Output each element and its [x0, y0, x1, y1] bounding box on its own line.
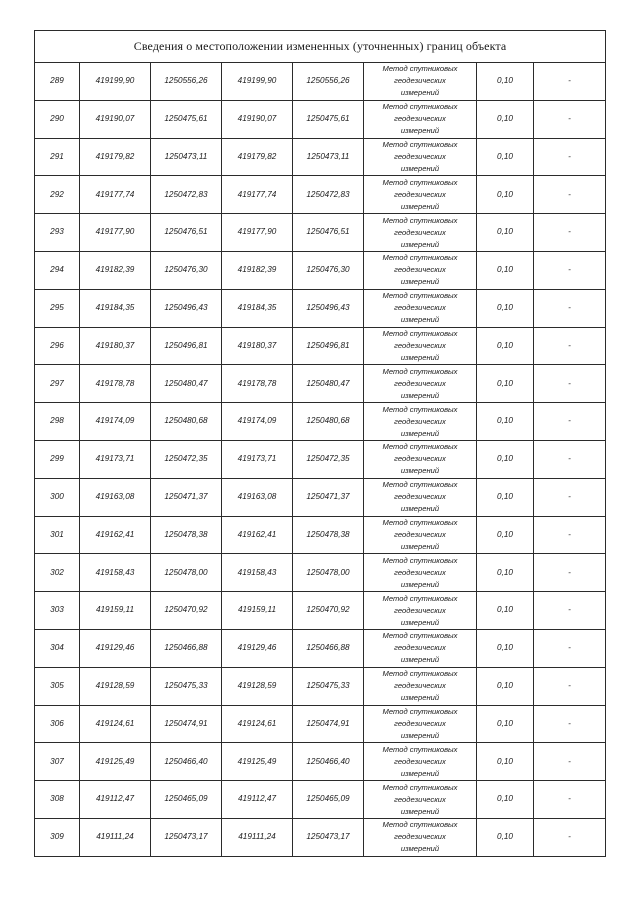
point-number-cell: 308 [35, 781, 80, 819]
method-cell [364, 516, 477, 554]
method-line: Метод спутниковых [382, 139, 458, 149]
method-cell [364, 63, 477, 101]
table-row [35, 629, 606, 667]
refined-x-cell: 419180,37 [222, 327, 293, 365]
method-line: измерений [400, 504, 440, 514]
existing-x-cell: 419177,90 [80, 214, 151, 252]
method-line: Метод спутниковых [382, 215, 458, 225]
note-cell: - [534, 516, 606, 554]
method-line: измерений [400, 844, 440, 854]
table-row [35, 138, 606, 176]
table-title-row [35, 31, 606, 63]
point-number-cell: 307 [35, 743, 80, 781]
table-row [35, 63, 606, 101]
refined-x-cell: 419199,90 [222, 63, 293, 101]
method-line: геодезических [394, 265, 446, 275]
refined-x-cell: 419129,46 [222, 629, 293, 667]
method-line: Метод спутниковых [382, 820, 458, 830]
method-line: Метод спутниковых [382, 782, 458, 792]
existing-y-cell: 1250473,11 [151, 138, 222, 176]
note-cell: - [534, 781, 606, 819]
method-line: измерений [400, 88, 440, 98]
accuracy-cell: 0,10 [477, 327, 534, 365]
refined-y-cell: 1250472,35 [293, 440, 364, 478]
method-cell [364, 214, 477, 252]
refined-y-cell: 1250472,83 [293, 176, 364, 214]
refined-y-cell: 1250496,81 [293, 327, 364, 365]
point-number-cell: 305 [35, 667, 80, 705]
refined-x-cell: 419174,09 [222, 403, 293, 441]
accuracy-cell: 0,10 [477, 592, 534, 630]
method-line: измерений [400, 693, 440, 703]
method-line: Метод спутниковых [382, 366, 458, 376]
existing-y-cell: 1250478,38 [151, 516, 222, 554]
method-line: измерений [400, 277, 440, 287]
method-line: Метод спутниковых [382, 102, 458, 112]
method-line: геодезических [394, 794, 446, 804]
existing-y-cell: 1250466,40 [151, 743, 222, 781]
existing-x-cell: 419163,08 [80, 478, 151, 516]
existing-y-cell: 1250556,26 [151, 63, 222, 101]
refined-y-cell: 1250475,33 [293, 667, 364, 705]
existing-y-cell: 1250475,33 [151, 667, 222, 705]
note-cell: - [534, 743, 606, 781]
method-line: геодезических [394, 454, 446, 464]
note-cell: - [534, 289, 606, 327]
point-number-cell: 298 [35, 403, 80, 441]
table-row [35, 176, 606, 214]
existing-x-cell: 419178,78 [80, 365, 151, 403]
existing-y-cell: 1250476,30 [151, 251, 222, 289]
point-number-cell: 302 [35, 554, 80, 592]
method-line: измерений [400, 390, 440, 400]
method-cell [364, 100, 477, 138]
accuracy-cell: 0,10 [477, 705, 534, 743]
table-row [35, 214, 606, 252]
table-row [35, 440, 606, 478]
note-cell: - [534, 818, 606, 856]
point-number-cell: 293 [35, 214, 80, 252]
method-cell [364, 667, 477, 705]
table-row [35, 327, 606, 365]
method-line: геодезических [394, 76, 446, 86]
accuracy-cell: 0,10 [477, 629, 534, 667]
refined-y-cell: 1250556,26 [293, 63, 364, 101]
point-number-cell: 300 [35, 478, 80, 516]
table-row [35, 667, 606, 705]
method-line: геодезических [394, 718, 446, 728]
existing-y-cell: 1250480,68 [151, 403, 222, 441]
method-line: Метод спутниковых [382, 669, 458, 679]
existing-y-cell: 1250496,81 [151, 327, 222, 365]
method-line: Метод спутниковых [382, 64, 458, 74]
accuracy-cell: 0,10 [477, 667, 534, 705]
point-number-cell: 309 [35, 818, 80, 856]
refined-y-cell: 1250471,37 [293, 478, 364, 516]
accuracy-cell: 0,10 [477, 251, 534, 289]
method-line: геодезических [394, 605, 446, 615]
refined-y-cell: 1250466,40 [293, 743, 364, 781]
method-line: измерений [400, 163, 440, 173]
method-cell [364, 403, 477, 441]
table-row [35, 403, 606, 441]
existing-x-cell: 419125,49 [80, 743, 151, 781]
accuracy-cell: 0,10 [477, 403, 534, 441]
method-line: измерений [400, 730, 440, 740]
note-cell: - [534, 327, 606, 365]
existing-y-cell: 1250465,09 [151, 781, 222, 819]
existing-x-cell: 419173,71 [80, 440, 151, 478]
method-line: Метод спутниковых [382, 177, 458, 187]
method-cell [364, 327, 477, 365]
note-cell: - [534, 251, 606, 289]
point-number-cell: 294 [35, 251, 80, 289]
refined-y-cell: 1250466,88 [293, 629, 364, 667]
method-line: измерений [400, 617, 440, 627]
point-number-cell: 292 [35, 176, 80, 214]
method-line: измерений [400, 201, 440, 211]
method-cell [364, 138, 477, 176]
refined-x-cell: 419182,39 [222, 251, 293, 289]
existing-x-cell: 419128,59 [80, 667, 151, 705]
method-line: измерений [400, 768, 440, 778]
existing-x-cell: 419179,82 [80, 138, 151, 176]
accuracy-cell: 0,10 [477, 478, 534, 516]
method-cell [364, 478, 477, 516]
refined-x-cell: 419128,59 [222, 667, 293, 705]
accuracy-cell: 0,10 [477, 100, 534, 138]
existing-y-cell: 1250472,35 [151, 440, 222, 478]
point-number-cell: 290 [35, 100, 80, 138]
refined-y-cell: 1250474,91 [293, 705, 364, 743]
method-line: измерений [400, 466, 440, 476]
method-cell [364, 176, 477, 214]
method-line: измерений [400, 806, 440, 816]
existing-x-cell: 419182,39 [80, 251, 151, 289]
table-row [35, 781, 606, 819]
point-number-cell: 301 [35, 516, 80, 554]
accuracy-cell: 0,10 [477, 214, 534, 252]
refined-y-cell: 1250476,51 [293, 214, 364, 252]
refined-y-cell: 1250473,11 [293, 138, 364, 176]
refined-x-cell: 419162,41 [222, 516, 293, 554]
refined-x-cell: 419179,82 [222, 138, 293, 176]
refined-y-cell: 1250480,47 [293, 365, 364, 403]
accuracy-cell: 0,10 [477, 554, 534, 592]
refined-x-cell: 419173,71 [222, 440, 293, 478]
table-row [35, 592, 606, 630]
method-line: измерений [400, 239, 440, 249]
refined-x-cell: 419177,90 [222, 214, 293, 252]
existing-x-cell: 419199,90 [80, 63, 151, 101]
table-row [35, 818, 606, 856]
note-cell: - [534, 554, 606, 592]
accuracy-cell: 0,10 [477, 743, 534, 781]
method-line: Метод спутниковых [382, 517, 458, 527]
note-cell: - [534, 705, 606, 743]
table-row [35, 289, 606, 327]
existing-x-cell: 419129,46 [80, 629, 151, 667]
existing-y-cell: 1250480,47 [151, 365, 222, 403]
refined-x-cell: 419112,47 [222, 781, 293, 819]
method-line: измерений [400, 428, 440, 438]
method-line: Метод спутниковых [382, 404, 458, 414]
existing-x-cell: 419177,74 [80, 176, 151, 214]
point-number-cell: 296 [35, 327, 80, 365]
refined-x-cell: 419177,74 [222, 176, 293, 214]
existing-x-cell: 419158,43 [80, 554, 151, 592]
method-line: геодезических [394, 227, 446, 237]
existing-y-cell: 1250496,43 [151, 289, 222, 327]
refined-x-cell: 419124,61 [222, 705, 293, 743]
method-line: измерений [400, 352, 440, 362]
method-line: геодезических [394, 378, 446, 388]
refined-x-cell: 419178,78 [222, 365, 293, 403]
method-line: Метод спутниковых [382, 253, 458, 263]
method-line: геодезических [394, 114, 446, 124]
method-cell [364, 818, 477, 856]
note-cell: - [534, 403, 606, 441]
refined-y-cell: 1250496,43 [293, 289, 364, 327]
method-cell [364, 781, 477, 819]
existing-x-cell: 419180,37 [80, 327, 151, 365]
method-cell [364, 705, 477, 743]
method-cell [364, 365, 477, 403]
method-line: Метод спутниковых [382, 480, 458, 490]
method-cell [364, 440, 477, 478]
existing-y-cell: 1250473,17 [151, 818, 222, 856]
method-cell [364, 592, 477, 630]
existing-x-cell: 419111,24 [80, 818, 151, 856]
existing-y-cell: 1250472,83 [151, 176, 222, 214]
note-cell: - [534, 592, 606, 630]
accuracy-cell: 0,10 [477, 440, 534, 478]
refined-y-cell: 1250475,61 [293, 100, 364, 138]
point-number-cell: 303 [35, 592, 80, 630]
method-line: геодезических [394, 643, 446, 653]
accuracy-cell: 0,10 [477, 63, 534, 101]
method-line: геодезических [394, 832, 446, 842]
existing-y-cell: 1250476,51 [151, 214, 222, 252]
existing-y-cell: 1250466,88 [151, 629, 222, 667]
method-line: геодезических [394, 340, 446, 350]
accuracy-cell: 0,10 [477, 516, 534, 554]
accuracy-cell: 0,10 [477, 365, 534, 403]
method-line: Метод спутниковых [382, 328, 458, 338]
existing-x-cell: 419184,35 [80, 289, 151, 327]
table-row [35, 705, 606, 743]
refined-y-cell: 1250465,09 [293, 781, 364, 819]
note-cell: - [534, 440, 606, 478]
table-body [35, 31, 606, 857]
point-number-cell: 299 [35, 440, 80, 478]
point-number-cell: 291 [35, 138, 80, 176]
refined-y-cell: 1250476,30 [293, 251, 364, 289]
method-line: Метод спутниковых [382, 631, 458, 641]
method-line: геодезических [394, 416, 446, 426]
table-row [35, 100, 606, 138]
note-cell: - [534, 667, 606, 705]
accuracy-cell: 0,10 [477, 289, 534, 327]
note-cell: - [534, 63, 606, 101]
note-cell: - [534, 214, 606, 252]
refined-x-cell: 419158,43 [222, 554, 293, 592]
note-cell: - [534, 478, 606, 516]
refined-y-cell: 1250473,17 [293, 818, 364, 856]
refined-x-cell: 419111,24 [222, 818, 293, 856]
method-line: измерений [400, 541, 440, 551]
refined-x-cell: 419184,35 [222, 289, 293, 327]
accuracy-cell: 0,10 [477, 176, 534, 214]
existing-x-cell: 419190,07 [80, 100, 151, 138]
method-line: геодезических [394, 681, 446, 691]
method-line: геодезических [394, 756, 446, 766]
refined-y-cell: 1250480,68 [293, 403, 364, 441]
existing-y-cell: 1250478,00 [151, 554, 222, 592]
boundary-coordinates-table [34, 30, 606, 857]
existing-y-cell: 1250474,91 [151, 705, 222, 743]
note-cell: - [534, 176, 606, 214]
method-line: Метод спутниковых [382, 291, 458, 301]
note-cell: - [534, 365, 606, 403]
method-line: измерений [400, 579, 440, 589]
point-number-cell: 297 [35, 365, 80, 403]
existing-x-cell: 419159,11 [80, 592, 151, 630]
method-line: измерений [400, 315, 440, 325]
refined-x-cell: 419125,49 [222, 743, 293, 781]
refined-x-cell: 419159,11 [222, 592, 293, 630]
existing-x-cell: 419112,47 [80, 781, 151, 819]
accuracy-cell: 0,10 [477, 818, 534, 856]
method-line: геодезических [394, 151, 446, 161]
method-cell [364, 289, 477, 327]
refined-x-cell: 419163,08 [222, 478, 293, 516]
table-row [35, 743, 606, 781]
method-line: геодезических [394, 529, 446, 539]
method-line: Метод спутниковых [382, 555, 458, 565]
point-number-cell: 304 [35, 629, 80, 667]
table-row [35, 516, 606, 554]
refined-y-cell: 1250470,92 [293, 592, 364, 630]
refined-y-cell: 1250478,38 [293, 516, 364, 554]
note-cell: - [534, 138, 606, 176]
method-line: измерений [400, 655, 440, 665]
method-cell [364, 251, 477, 289]
method-cell [364, 554, 477, 592]
table-row [35, 251, 606, 289]
method-line: Метод спутниковых [382, 706, 458, 716]
refined-x-cell: 419190,07 [222, 100, 293, 138]
point-number-cell: 306 [35, 705, 80, 743]
note-cell: - [534, 100, 606, 138]
refined-y-cell: 1250478,00 [293, 554, 364, 592]
method-cell [364, 743, 477, 781]
point-number-cell: 289 [35, 63, 80, 101]
method-line: геодезических [394, 492, 446, 502]
existing-x-cell: 419124,61 [80, 705, 151, 743]
note-cell: - [534, 629, 606, 667]
existing-x-cell: 419162,41 [80, 516, 151, 554]
table-title: Сведения о местоположении измененных (уточненных) границ объекта [35, 31, 606, 63]
method-line: геодезических [394, 189, 446, 199]
method-line: Метод спутниковых [382, 593, 458, 603]
method-line: геодезических [394, 303, 446, 313]
existing-y-cell: 1250471,37 [151, 478, 222, 516]
method-line: Метод спутниковых [382, 744, 458, 754]
method-line: геодезических [394, 567, 446, 577]
existing-x-cell: 419174,09 [80, 403, 151, 441]
accuracy-cell: 0,10 [477, 138, 534, 176]
method-line: Метод спутниковых [382, 442, 458, 452]
table-row [35, 365, 606, 403]
table-row [35, 554, 606, 592]
existing-y-cell: 1250475,61 [151, 100, 222, 138]
point-number-cell: 295 [35, 289, 80, 327]
accuracy-cell: 0,10 [477, 781, 534, 819]
method-line: измерений [400, 126, 440, 136]
method-cell [364, 629, 477, 667]
table-row [35, 478, 606, 516]
existing-y-cell: 1250470,92 [151, 592, 222, 630]
